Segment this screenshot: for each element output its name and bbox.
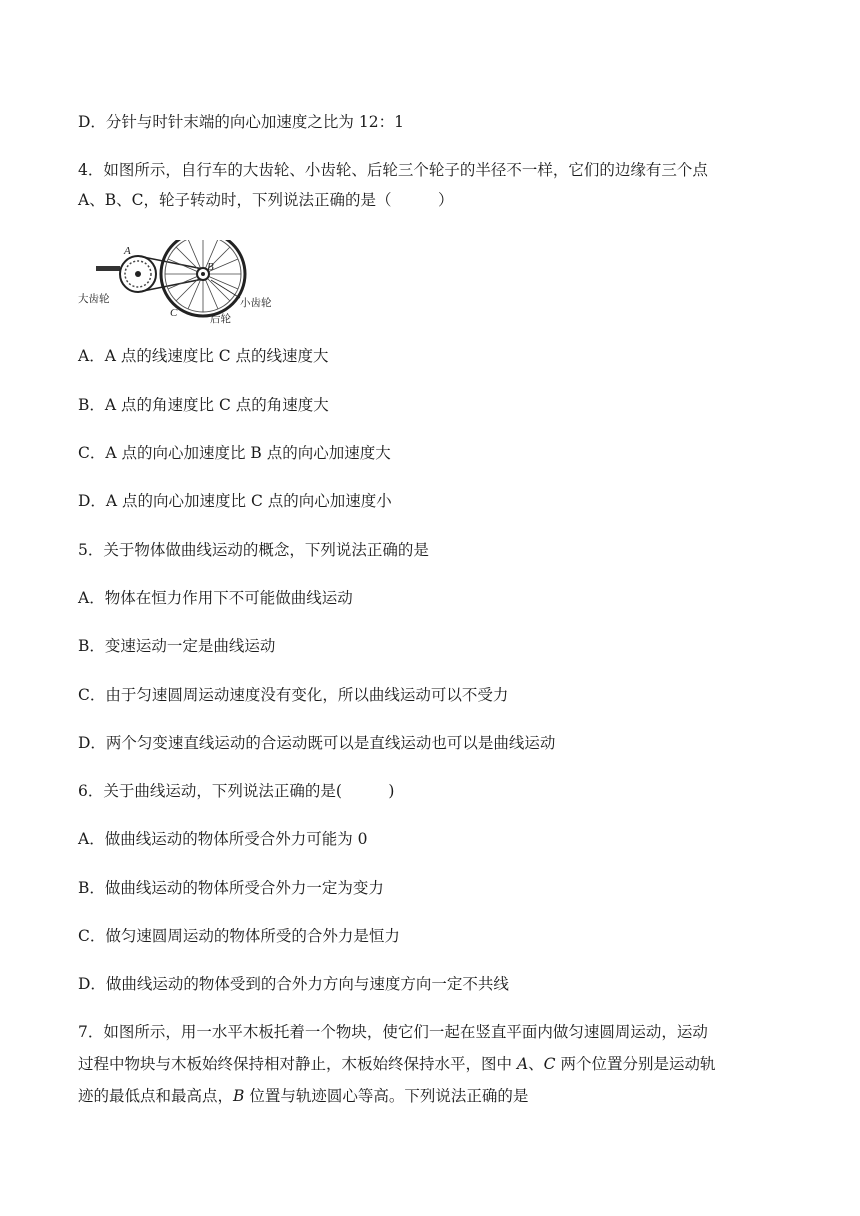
q5-option-b: B．变速运动一定是曲线运动 (78, 637, 276, 655)
label-small-gear: 小齿轮 (240, 297, 272, 309)
q4-option-d: D．A 点的向心加速度比 C 点的向心加速度小 (78, 492, 392, 510)
label-big-gear: 大齿轮 (78, 293, 110, 305)
q7-point-a: A (516, 1055, 529, 1073)
q6-option-b: B．做曲线运动的物体所受合外力一定为变力 (78, 879, 384, 897)
q7-stem-line-2: 过程中物块与木板始终保持相对静止，木板始终保持水平，图中 A、C 两个位置分别是运动轨 (78, 1055, 716, 1073)
q5-option-a: A．物体在恒力作用下不可能做曲线运动 (78, 589, 353, 607)
chain-bottom (138, 279, 203, 292)
label-a: A (124, 245, 131, 257)
bicycle-gear-figure (78, 240, 288, 324)
q3-option-d: D．分针与时针末端的向心加速度之比为 12：1 (78, 113, 404, 131)
q5-stem: 5．关于物体做曲线运动的概念，下列说法正确的是 (78, 541, 429, 559)
q6-stem: 6．关于曲线运动，下列说法正确的是( ) (78, 782, 395, 800)
q4-stem-line-1: 4．如图所示，自行车的大齿轮、小齿轮、后轮三个轮子的半径不一样，它们的边缘有三个点 (78, 161, 708, 179)
q6-option-d: D．做曲线运动的物体受到的合外力方向与速度方向一定不共线 (78, 975, 509, 993)
q4-option-b: B．A 点的角速度比 C 点的角速度大 (78, 396, 329, 414)
q5-option-d: D．两个匀变速直线运动的合运动既可以是直线运动也可以是曲线运动 (78, 734, 556, 752)
pedal-crank (96, 266, 120, 271)
q5-option-c: C．由于匀速圆周运动速度没有变化，所以曲线运动可以不受力 (78, 686, 509, 704)
q6-option-a: A．做曲线运动的物体所受合外力可能为 0 (78, 830, 368, 848)
label-rear-wheel: 后轮 (210, 313, 231, 324)
q4-option-a: A．A 点的线速度比 C 点的线速度大 (78, 347, 329, 365)
label-c: C (170, 307, 178, 319)
label-b: B (207, 261, 214, 273)
q7-stem-line-3: 迹的最低点和最高点，B 位置与轨迹圆心等高。下列说法正确的是 (78, 1087, 529, 1105)
q7-stem-line-1: 7．如图所示，用一水平木板托着一个物块，使它们一起在竖直平面内做匀速圆周运动，运动 (78, 1023, 708, 1041)
q7-point-b: B (233, 1087, 245, 1105)
q6-option-c: C．做匀速圆周运动的物体所受的合外力是恒力 (78, 927, 400, 945)
chain-top (138, 256, 203, 269)
q4-option-c: C．A 点的向心加速度比 B 点的向心加速度大 (78, 444, 391, 462)
q4-stem-line-2: A、B、C，轮子转动时，下列说法正确的是（ ） (78, 191, 454, 209)
q7-point-c: C (543, 1055, 556, 1073)
